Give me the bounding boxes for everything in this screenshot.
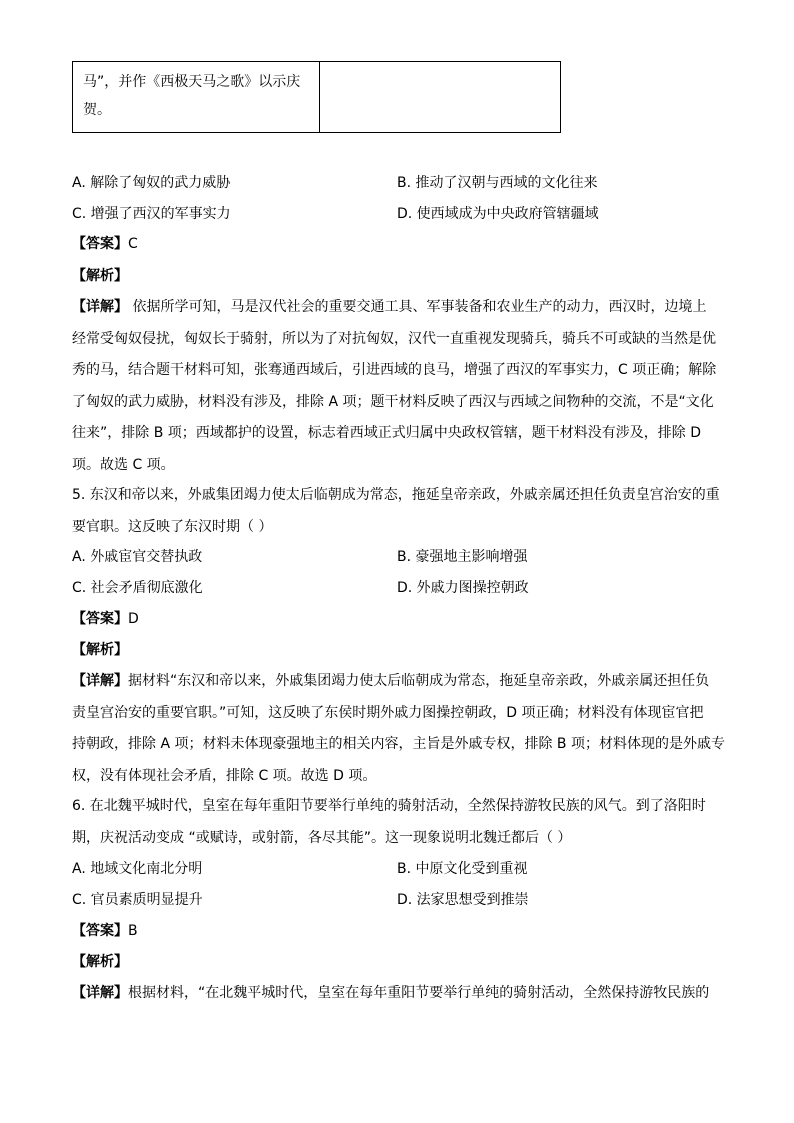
detail-line: 【详解】据材料“东汉和帝以来，外戚集团竭力使太后临朝成为常态，拖延皇帝亲政，外戚亲属还担任负	[72, 673, 710, 689]
detail-line: 【详解】根据材料，“在北魏平城时代，皇室在每年重阳节要举行单纯的骑射活动，全然保持游牧民族的	[72, 985, 710, 1001]
q6-option-a: A. 地域文化南北分明	[72, 861, 203, 877]
detail-line: 项。故选 C 项。	[72, 456, 175, 473]
q6-option-b: B. 中原文化受到重视	[397, 861, 528, 877]
q5-answer	[72, 609, 139, 629]
table-cell-left	[73, 62, 320, 133]
q6-answer	[72, 921, 138, 941]
detail-line: 了匈奴的武力威胁，材料没有涉及，排除 A 项；题干材料反映了西汉与西域之间物种的交流，不是“文化	[72, 393, 714, 410]
detail-line: 权，没有体现社会矛盾，排除 C 项。故选 D 项。	[72, 767, 377, 784]
q6-detail	[72, 978, 722, 1010]
answer-value: D	[128, 611, 139, 627]
table-cell-text-line2: 贺。	[83, 102, 111, 118]
q4-analysis-label: 【解析】	[72, 268, 128, 284]
q4-answer	[72, 234, 138, 254]
q5-stem	[72, 480, 722, 543]
stem-line: 6. 在北魏平城时代，皇室在每年重阳节要举行单纯的骑射活动，全然保持游牧民族的风气。到了洛阳时	[72, 798, 706, 814]
stem-line: 期，庆祝活动变成 “或赋诗，或射箭，各尽其能”。这一现象说明北魏迁都后（ ）	[72, 829, 572, 846]
detail-label: 【详解】	[72, 985, 128, 1001]
q4-detail	[72, 292, 722, 481]
stem-line: 5. 东汉和帝以来，外戚集团竭力使太后临朝成为常态，拖延皇帝亲政，外戚亲属还担任负责皇宫治安的重	[72, 487, 720, 503]
q6-option-c: C. 官员素质明显提升	[72, 892, 203, 908]
table-cell-text-line1: 马”，并作《西极天马之歌》以示庆	[83, 74, 301, 90]
continued-table	[72, 61, 561, 133]
detail-label: 【详解】	[72, 299, 128, 315]
q5-detail	[72, 666, 725, 792]
answer-label: 【答案】	[72, 611, 128, 627]
q5-option-a: A. 外戚宦官交替执政	[72, 549, 203, 565]
q4-option-a: A. 解除了匈奴的武力威胁	[72, 175, 231, 191]
q6-analysis-label: 【解析】	[72, 954, 128, 970]
detail-line: 往来”，排除 B 项；西域都护的设置，标志着西域正式归属中央政权管辖，题干材料没有涉及，排除 D	[72, 425, 701, 441]
q6-stem	[72, 791, 722, 854]
detail-line: 秀的马，结合题干材料可知，张骞通西域后，引进西域的良马，增强了西汉的军事实力，C 项正确；解除	[72, 362, 717, 378]
detail-line: 经常受匈奴侵扰，匈奴长于骑射，所以为了对抗匈奴，汉代一直重视发现骑兵，骑兵不可或缺的当然是优	[72, 330, 716, 347]
q5-option-b: B. 豪强地主影响增强	[397, 549, 528, 565]
answer-label: 【答案】	[72, 236, 128, 252]
q5-option-c: C. 社会矛盾彻底激化	[72, 580, 203, 596]
table-cell-right	[320, 62, 561, 133]
q4-option-d: D. 使西域成为中央政府管辖疆域	[397, 206, 599, 222]
q4-option-c: C. 增强了西汉的军事实力	[72, 206, 231, 222]
detail-line: 责皇宫治安的重要官职。”可知，这反映了东侯时期外戚力图操控朝政，D 项正确；材料没有体现宦官把	[72, 704, 704, 721]
detail-label: 【详解】	[72, 673, 128, 689]
q5-option-d: D. 外戚力图操控朝政	[397, 580, 529, 596]
detail-line: 持朝政，排除 A 项；材料未体现豪强地主的相关内容，主旨是外戚专权，排除 B 项；材料体现的是外戚专	[72, 736, 725, 752]
answer-value: B	[128, 923, 138, 939]
detail-line: 【详解】 依据所学可知，马是汉代社会的重要交通工具、军事装备和农业生产的动力，西汉时，边境上	[72, 299, 707, 315]
answer-label: 【答案】	[72, 923, 128, 939]
q5-analysis-label: 【解析】	[72, 642, 128, 658]
q4-option-b: B. 推动了汉朝与西域的文化往来	[397, 175, 598, 191]
table-row	[73, 62, 561, 133]
answer-value: C	[128, 236, 138, 252]
q6-option-d: D. 法家思想受到推崇	[397, 892, 529, 908]
stem-line: 要官职。这反映了东汉时期（ ）	[72, 518, 273, 535]
